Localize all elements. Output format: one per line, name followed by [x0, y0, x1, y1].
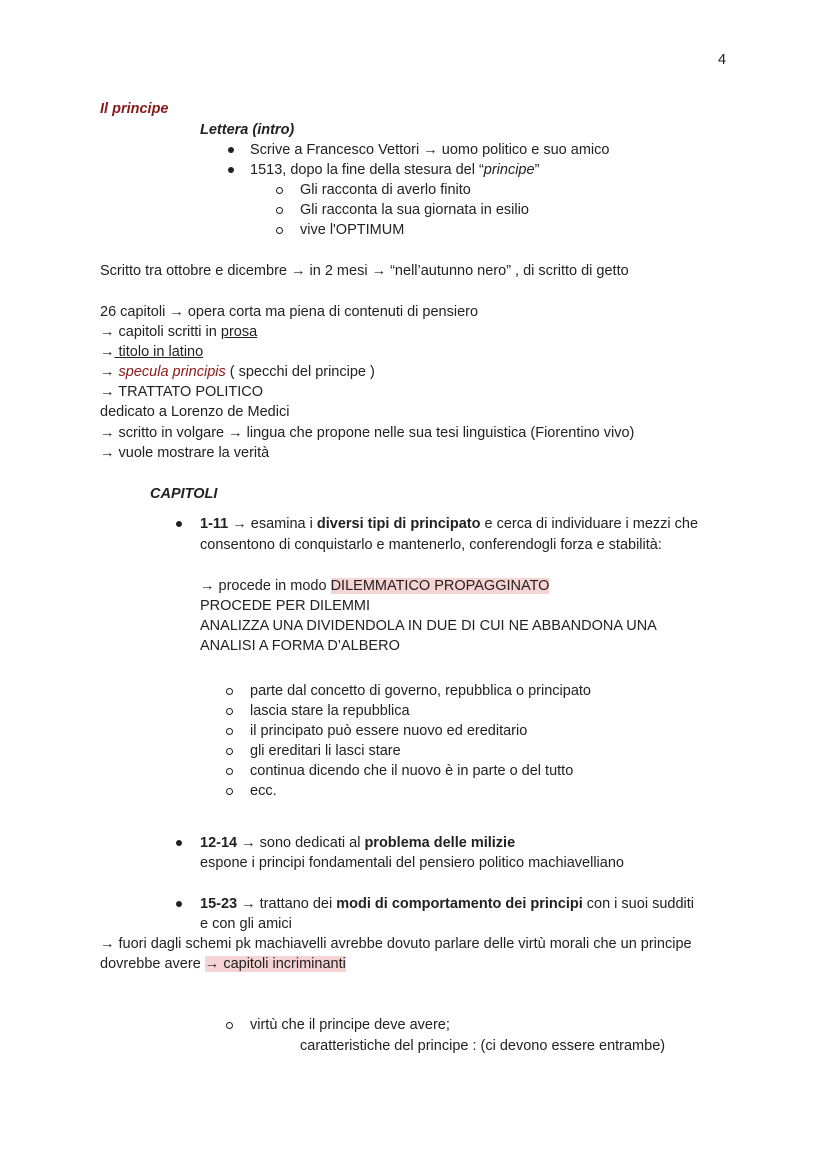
fuori-line: → fuori dagli schemi pk machiavelli avrebbe dovuto parlare delle virtù morali che un principe: [100, 936, 692, 952]
capitoli-item-2-line2: espone i principi fondamentali del pensiero politico machiavelliano: [200, 855, 624, 871]
capitoli-subitem: lascia stare la repubblica: [250, 703, 410, 719]
capitoli-subitem: continua dicendo che il nuovo è in parte o del tutto: [250, 763, 574, 779]
circle-bullet-icon: [276, 227, 283, 234]
procede-line: ANALISI A FORMA D’ALBERO: [200, 638, 400, 654]
capitoli-subitem: gli ereditari li lasci stare: [250, 743, 401, 759]
intro-line: 26 capitoli → opera corta ma piena di contenuti di pensiero: [100, 304, 479, 320]
capitoli-item-3: 15-23 → trattano dei modi di comportamento dei principi con i suoi sudditi: [200, 896, 694, 912]
virtu-line: virtù che il principe deve avere;: [250, 1017, 450, 1033]
capitoli-item-2: 12-14 → sono dedicati al problema delle milizie: [200, 835, 516, 851]
circle-bullet-icon: [276, 187, 283, 194]
intro-line: → TRATTATO POLITICO: [100, 384, 264, 400]
intro-line: → vuole mostrare la verità: [100, 445, 270, 461]
fuori-line: dovrebbe avere → capitoli incriminanti: [100, 956, 346, 972]
intro-line: → titolo in latino: [100, 344, 204, 360]
intro-line: → specula principis ( specchi del principe ): [100, 364, 375, 380]
intro-line: dedicato a Lorenzo de Medici: [100, 404, 290, 420]
bullet-icon: [176, 521, 182, 527]
capitoli-subitem: parte dal concetto di governo, repubblica o principato: [250, 683, 591, 699]
procede-line: → procede in modo DILEMMATICO PROPAGGINATO: [200, 578, 550, 594]
bullet-icon: [176, 901, 182, 907]
bullet-icon: [228, 167, 234, 173]
capitoli-heading: CAPITOLI: [150, 486, 218, 502]
capitoli-item-1: 1-11 → esamina i diversi tipi di principato e cerca di individuare i mezzi che: [200, 516, 699, 532]
bullet-icon: [176, 840, 182, 846]
page-title: Il principe: [100, 101, 169, 117]
circle-bullet-icon: [226, 728, 233, 735]
capitoli-subitem: ecc.: [250, 783, 277, 799]
lettera-item-1: Scrive a Francesco Vettori → uomo politico e suo amico: [250, 142, 610, 158]
scritto-line: Scritto tra ottobre e dicembre → in 2 mesi → “nell’autunno nero” , di scritto di getto: [100, 263, 629, 279]
circle-bullet-icon: [226, 788, 233, 795]
intro-line: → capitoli scritti in prosa: [100, 324, 258, 340]
lettera-subitem: Gli racconta la sua giornata in esilio: [300, 202, 529, 218]
page-number: 4: [718, 52, 727, 68]
bullet-icon: [228, 147, 234, 153]
capitoli-subitem: il principato può essere nuovo ed ereditario: [250, 723, 528, 739]
lettera-heading: Lettera (intro): [200, 122, 295, 138]
lettera-item-2: 1513, dopo la fine della stesura del “principe”: [250, 162, 540, 178]
circle-bullet-icon: [226, 688, 233, 695]
lettera-subitem: Gli racconta di averlo finito: [300, 182, 471, 198]
capitoli-item-3-line2: e con gli amici: [200, 916, 292, 932]
circle-bullet-icon: [226, 708, 233, 715]
circle-bullet-icon: [226, 1022, 233, 1029]
circle-bullet-icon: [226, 748, 233, 755]
circle-bullet-icon: [226, 768, 233, 775]
lettera-subitem: vive l'OPTIMUM: [300, 222, 405, 238]
intro-line: → scritto in volgare → lingua che propone nelle sua tesi linguistica (Fiorentino vivo): [100, 425, 635, 441]
caratteristiche-line: caratteristiche del principe : (ci devono essere entrambe): [300, 1038, 666, 1054]
procede-line: ANALIZZA UNA DIVIDENDOLA IN DUE DI CUI NE ABBANDONA UNA: [200, 618, 657, 634]
capitoli-item-1-line2: consentono di conquistarlo e mantenerlo, conferendogli forza e stabilità:: [200, 537, 662, 553]
circle-bullet-icon: [276, 207, 283, 214]
procede-line: PROCEDE PER DILEMMI: [200, 598, 370, 614]
